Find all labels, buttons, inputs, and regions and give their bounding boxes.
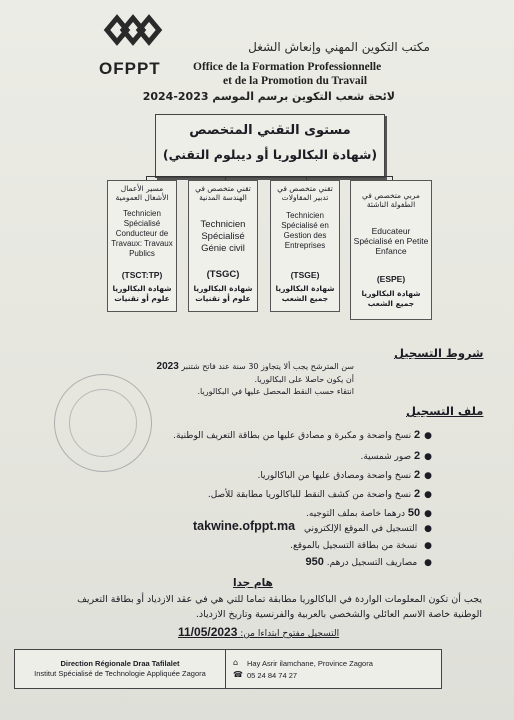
year-line-text: لائحة شعب التكوين برسم الموسم — [212, 90, 395, 103]
file-item — [257, 469, 432, 485]
program-box-espe — [350, 180, 432, 320]
program-box-tsgc — [188, 180, 258, 312]
location-icon: ⌂ — [233, 658, 239, 667]
program-code: (TSGC) — [206, 269, 240, 280]
year-value: 2024-2023 — [142, 90, 209, 103]
condition-text: انتقاء حسب النقط المحصل عليها في البكالوريا. — [197, 387, 354, 396]
org-name-arabic: مكتب التكوين المهني وإنعاش الشغل — [248, 40, 430, 54]
tree-connector — [146, 176, 392, 177]
conditions-title: شروط التسجيل — [394, 346, 484, 360]
file-item-text: التسجيل في الموقع الإلكتروني — [303, 524, 418, 534]
program-name-arabic: مربي متخصص في الطفولة الناشئة — [362, 191, 420, 209]
level-box — [155, 114, 385, 178]
bullet-icon: ● — [424, 509, 432, 519]
program-box-tsct — [107, 180, 177, 312]
level-title: مستوى التقني المتخصص — [189, 123, 351, 138]
program-code: (TSCT:TP) — [121, 270, 163, 280]
program-code: (TSGE) — [290, 270, 320, 280]
footer-divider — [225, 650, 226, 688]
program-name-french: Technicien Spécialisé Conducteur de Travaux: Travaux Publics — [111, 209, 173, 258]
file-item — [304, 524, 432, 540]
program-name-french: Technicien Spécialisé en Gestion des Entreprises — [281, 211, 329, 250]
important-title: هام جدا — [233, 577, 273, 589]
file-item-count: 2 — [414, 469, 421, 481]
condition-item — [198, 387, 355, 396]
program-requirement: شهادة البكالوريا جميع الشعب — [275, 284, 335, 303]
org-fr-line2: et de la Promotion du Travail — [223, 75, 368, 87]
bullet-icon: ● — [424, 471, 432, 481]
registration-date: 11/05/2023 — [178, 625, 238, 639]
footer-box — [14, 649, 442, 689]
ofppt-logo-icon — [101, 10, 165, 50]
file-item-text: صور شمسية. — [360, 452, 412, 462]
program-code: (ESPE) — [376, 274, 406, 284]
footer-phone: 05 24 84 74 27 — [247, 671, 298, 680]
file-item — [290, 541, 432, 557]
phone-icon: ☎ — [233, 670, 243, 679]
file-item — [173, 429, 432, 445]
year-line — [142, 90, 395, 103]
file-item-text: نسخة من بطاقة التسجيل بالموقع. — [290, 541, 418, 551]
file-item — [305, 556, 432, 572]
file-title: ملف التسجيل — [406, 404, 484, 418]
footer-address: Hay Asrir ilamchane, Province Zagora — [247, 659, 373, 668]
program-requirement: شهادة البكالوريا علوم أو تقنيات — [112, 284, 172, 303]
org-name-french — [193, 60, 381, 88]
program-name-french: Educateur Spécialisé en Petite Enfance — [353, 226, 429, 256]
condition-text: أن يكون حاصلا على البكالوريا. — [254, 375, 354, 384]
file-item-count: 2 — [414, 429, 421, 441]
file-item-count: 50 — [407, 507, 421, 519]
bullet-icon: ● — [424, 558, 432, 568]
footer-institute: Institut Spécialisé de Technologie Appliquée Zagora — [34, 669, 206, 678]
program-name-french: Technicien Spécialisé Génie civil — [200, 219, 246, 254]
file-item — [306, 507, 432, 523]
stamp-icon — [54, 374, 152, 472]
condition-item — [157, 361, 354, 372]
program-box-tsge — [270, 180, 340, 312]
program-name-arabic: مسير الأعمال الأشغال العمومية — [115, 184, 169, 202]
program-requirement: شهادة البكالوريا علوم أو تقنيات — [193, 284, 253, 303]
bullet-icon: ● — [424, 541, 432, 551]
program-name-arabic: تقني متخصص في الهندسة المدنية — [195, 184, 251, 202]
program-name-arabic: تقني متخصص في تدبير المقاولات — [277, 184, 333, 202]
bullet-icon: ● — [424, 452, 432, 462]
file-item-text: نسخ واضحة و مكبرة و مصادق عليها من بطاقة التعريف الوطنية. — [173, 431, 412, 441]
file-item-count: 2 — [414, 450, 421, 462]
registration-open-line — [178, 625, 339, 639]
file-item-text: درهما خاصة بملف التوجيه. — [306, 509, 406, 519]
condition-text: سن المترشح يجب ألا يتجاوز 30 سنة عند فاتح شتنبر — [181, 362, 354, 371]
condition-item — [254, 375, 354, 384]
file-item-text: نسخ واضحة من كشف النقط للباكالوريا مطابقة للأصل. — [207, 490, 412, 500]
bullet-icon: ● — [424, 431, 432, 441]
file-item — [360, 450, 432, 466]
registration-text: التسجيل مفتوح ابتداءا من: — [240, 629, 340, 639]
file-item-count: 2 — [414, 488, 421, 500]
org-fr-line1: Office de la Formation Professionnelle — [193, 61, 382, 73]
file-item-count: 950 — [305, 556, 324, 568]
file-item-text: مصاريف التسجيل درهم. — [326, 558, 418, 568]
bullet-icon: ● — [424, 524, 432, 534]
condition-year: 2023 — [156, 361, 179, 372]
file-item — [208, 488, 432, 504]
bullet-icon: ● — [424, 490, 432, 500]
level-subtitle: (شهادة البكالوريا أو ديبلوم التقني) — [162, 147, 378, 162]
file-item-text: نسخ واضحة ومصادق عليها من الباكالوريا. — [257, 471, 412, 481]
logo-text: OFPPT — [99, 59, 161, 78]
program-requirement: شهادة البكالوريا جميع الشعب — [361, 289, 421, 308]
important-text: يجب أن تكون المعلومات الواردة في الباكالوريا مطابقة تماما للتي هي في عقد الازدياد أو بطاقة التعريف الوطنية خاصة الاسم العائلي والشخصي بالعربية والفرنسية وتاريخ الازدياد. — [77, 594, 482, 620]
footer-direction: Direction Régionale Draa Tafilalet — [60, 659, 180, 668]
registration-website-link[interactable]: takwine.ofppt.ma — [193, 519, 296, 533]
